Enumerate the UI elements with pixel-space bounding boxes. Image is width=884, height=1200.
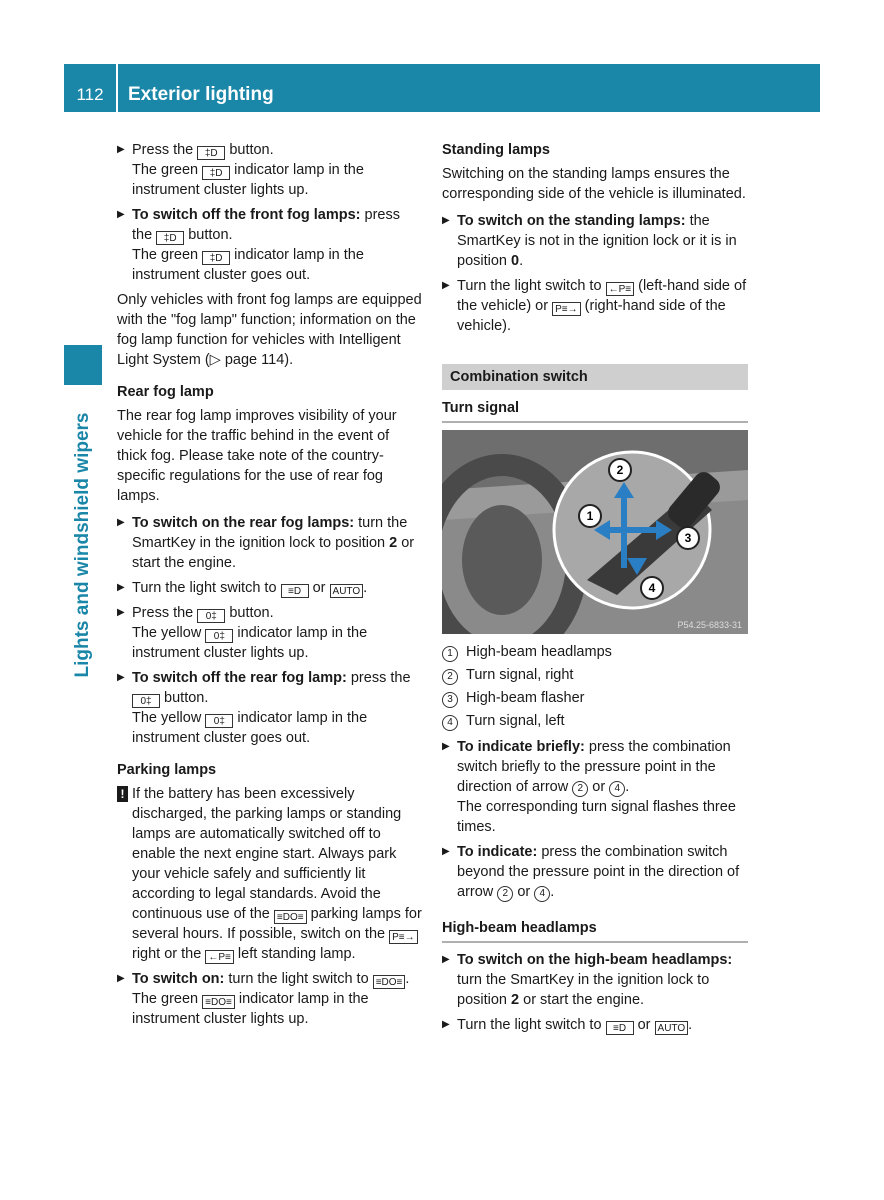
page-number: 112	[76, 85, 104, 104]
auto-icon: AUTO	[655, 1021, 689, 1035]
step-rear-fog-on: ▶ To switch on the rear fog lamps: turn the SmartKey in the ignition lock to position 2 or start the engine.	[117, 513, 423, 573]
fog-lamp-icon: ‡D	[202, 166, 230, 180]
low-beam-icon: ≡D	[606, 1021, 634, 1035]
left-standing-lamp-icon: ←P≡	[205, 950, 234, 964]
fog-lamp-icon: ‡D	[156, 231, 184, 245]
fog-lamp-icon: ‡D	[202, 251, 230, 265]
legend-item: 3 High-beam flasher	[442, 688, 748, 708]
section-label: Lights and windshield wipers	[72, 412, 93, 678]
figure-code: P54.25-6833-31	[677, 620, 742, 630]
left-column	[117, 140, 423, 1034]
parking-lamp-icon: ≡DO≡	[202, 995, 235, 1009]
fog-note: Only vehicles with front fog lamps are equipped with the "fog lamp" function; information on the fog lamp function for vehicles with Intelligent Light System (▷ page 114).	[117, 292, 422, 368]
step-press-fog: ▶ Press the ‡D button. The green ‡D indicator lamp in the instrument cluster lights up.	[117, 140, 423, 200]
standing-lamps-heading: Standing lamps	[442, 142, 550, 158]
step-rear-fog-off: ▶ To switch off the rear fog lamp: press the 0‡ button. The yellow 0‡ indicator lamp in the instrument cluster goes out.	[117, 668, 423, 748]
rear-fog-intro: The rear fog lamp improves visibility of your vehicle for the traffic behind in the event of thick fog. Please take note of the country-specific regulations for the use of rear fog lamps.	[117, 408, 397, 504]
callout-4: 4	[648, 581, 656, 595]
rear-fog-heading: Rear fog lamp	[117, 384, 214, 400]
step-indicate: ▶ To indicate: press the combination switch beyond the pressure point in the direction of arrow 2 or 4 .	[442, 842, 748, 902]
combination-switch-illustration	[442, 430, 748, 634]
parking-lamp-icon: ≡DO≡	[373, 975, 406, 989]
left-standing-lamp-icon: ←P≡	[606, 282, 635, 296]
step-light-switch: ▶ Turn the light switch to ≡D or AUTO .	[117, 578, 423, 598]
legend-item: 2 Turn signal, right	[442, 665, 748, 685]
fog-lamp-icon: ‡D	[197, 146, 225, 160]
rear-fog-icon: 0‡	[205, 629, 233, 643]
page-header	[64, 64, 820, 112]
step-indicate-briefly: ▶ To indicate briefly: press the combination switch briefly to the pressure point in the direction of arrow 2 or 4 . The corresponding turn signal flashes three times.	[442, 737, 748, 837]
auto-icon: AUTO	[330, 584, 364, 598]
legend-item: 4 Turn signal, left	[442, 711, 748, 731]
sidebar-tab	[64, 345, 102, 385]
parking-lamps-heading: Parking lamps	[117, 762, 217, 778]
right-column	[442, 140, 748, 1040]
step-switch-off-front-fog: ▶ To switch off the front fog lamps: press the ‡D button. The green ‡D indicator lamp in the instrument cluster goes out.	[117, 205, 423, 285]
callout-3: 3	[684, 531, 692, 545]
warning-icon: !	[117, 786, 128, 802]
callout-2: 2	[616, 463, 624, 477]
battery-warning: ! If the battery has been excessively discharged, the parking lamps or standing lamps are automatically switched off to enable the next engine start. Always park your vehicle safely and sufficiently lit according to legal standards. Avoid the continuous use of the ≡DO≡ parking lamps for several hours. If possible, switch on the P≡→ right or the ←P≡ left standing lamp.	[117, 784, 423, 964]
step-parking-on: ▶ To switch on: turn the light switch to ≡DO≡ . The green ≡DO≡ indicator lamp in the instrument cluster lights up.	[117, 969, 423, 1029]
low-beam-icon: ≡D	[281, 584, 309, 598]
step-high-beam-on: ▶ To switch on the high-beam headlamps: turn the SmartKey in the ignition lock to position 2 or start the engine.	[442, 950, 748, 1010]
step-standing-switch: ▶ Turn the light switch to ←P≡ (left-hand side of the vehicle) or P≡→ (right-hand side of the vehicle).	[442, 276, 748, 336]
combination-switch-figure	[442, 430, 748, 634]
rear-fog-icon: 0‡	[197, 609, 225, 623]
turn-signal-heading: Turn signal	[442, 398, 748, 423]
header-divider	[116, 64, 118, 112]
rear-fog-icon: 0‡	[205, 714, 233, 728]
rear-fog-icon: 0‡	[132, 694, 160, 708]
step-standing-on: ▶ To switch on the standing lamps: the SmartKey is not in the ignition lock or it is in position 0.	[442, 211, 748, 271]
page-title: Exterior lighting	[128, 84, 274, 105]
standing-lamps-intro: Switching on the standing lamps ensures the corresponding side of the vehicle is illuminated.	[442, 166, 746, 202]
right-standing-lamp-icon: P≡→	[389, 930, 418, 944]
parking-lamp-icon: ≡DO≡	[274, 910, 307, 924]
right-standing-lamp-icon: P≡→	[552, 302, 581, 316]
combination-switch-heading: Combination switch	[442, 364, 748, 390]
step-press-rear-fog: ▶ Press the 0‡ button. The yellow 0‡ indicator lamp in the instrument cluster lights up.	[117, 603, 423, 663]
callout-1: 1	[586, 509, 594, 523]
high-beam-heading: High-beam headlamps	[442, 918, 748, 943]
legend-item: 1 High-beam headlamps	[442, 642, 748, 662]
step-high-beam-switch: ▶ Turn the light switch to ≡D or AUTO .	[442, 1015, 748, 1035]
